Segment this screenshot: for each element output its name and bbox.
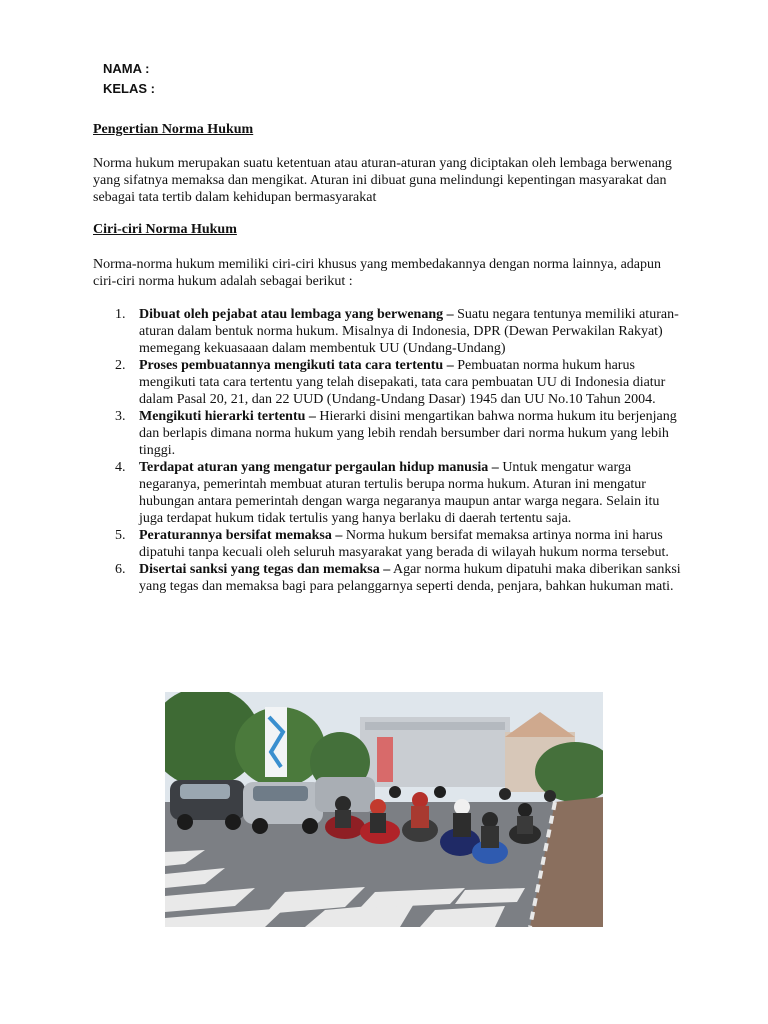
list-item-number: 5. — [115, 528, 126, 543]
list-item-heading: Terdapat aturan yang mengatur pergaulan hidup manusia – — [139, 460, 499, 475]
list-item-text: Pembuatan norma hukum harus mengikuti tata cara tertentu yang telah disepakati, tata cara pembuatan UU di Indonesia diatur dalam Pasal 20, 21, dan 22 UUD (Undang-Undang Dasar) 1945 dan UU No.10 Tahun 2004. — [139, 358, 666, 407]
section-title-pengertian: Pengertian Norma Hukum — [93, 122, 254, 137]
pengertian-paragraph: Norma hukum merupakan suatu ketentuan atau aturan-aturan yang diciptakan oleh lembaga berwenang yang sifatnya memaksa dan mengikat. Aturan ini dibuat guna melindungi kepentingan masyarakat dan sebagai tata tertib dalam kehidupan bermasyarakat — [93, 156, 672, 205]
list-item-number: 3. — [115, 409, 126, 424]
list-item-text: Suatu negara tentunya memiliki aturan-aturan dalam bentuk norma hukum. Misalnya di Indonesia, DPR (Dewan Perwakilan Rakyat) memegang kekuasaaan dalam membentuk UU (Undang-Undang) — [139, 307, 679, 356]
list-item-number: 6. — [115, 562, 126, 577]
list-item — [93, 357, 683, 408]
list-item-number: 1. — [115, 307, 126, 322]
list-item-text: Agar norma hukum dipatuhi maka diberikan sanksi yang tegas dan memaksa bagi para pelanggarnya seperti denda, penjara, bahkan hukuman mati. — [139, 562, 681, 594]
ciri-ciri-intro: Norma-norma hukum memiliki ciri-ciri khusus yang membedakannya dengan norma lainnya, adapun ciri-ciri norma hukum adalah sebagai berikut : — [93, 257, 662, 289]
list-item — [93, 527, 683, 561]
list-item-number: 4. — [115, 460, 126, 475]
list-item-heading: Mengikuti hierarki tertentu – — [139, 409, 316, 424]
traffic-photo — [165, 692, 603, 927]
list-item-heading: Disertai sanksi yang tegas dan memaksa – — [139, 562, 391, 577]
list-item-text: Norma hukum bersifat memaksa artinya norma ini harus dipatuhi tanpa kecuali oleh seluruh masyarakat yang berada di wilayah hukum norma tersebut. — [139, 528, 669, 560]
list-item-heading: Peraturannya bersifat memaksa – — [139, 528, 343, 543]
list-item — [93, 459, 683, 527]
traffic-photo-illustration — [165, 692, 603, 927]
ciri-ciri-list — [93, 306, 683, 595]
list-item — [93, 408, 683, 459]
nama-label: NAMA : — [103, 61, 150, 76]
kelas-label: KELAS : — [103, 81, 155, 96]
section-title-ciri-ciri: Ciri-ciri Norma Hukum — [93, 222, 237, 237]
list-item-heading: Dibuat oleh pejabat atau lembaga yang berwenang – — [139, 307, 454, 322]
list-item — [93, 561, 683, 595]
list-item-text: Hierarki disini mengartikan bahwa norma hukum itu berjenjang dan berlapis dimana norma hukum yang lebih rendah bersumber dari norma hukum yang lebih tinggi. — [139, 409, 677, 458]
list-item-number: 2. — [115, 358, 126, 373]
list-item-heading: Proses pembuatannya mengikuti tata cara tertentu – — [139, 358, 454, 373]
list-item-text: Untuk mengatur warga negaranya, pemerintah membuat aturan tertulis berupa norma hukum. Aturan ini mengatur hubungan antara pemerintah dengan warga negaranya maupun antar warga negara. Selain itu juga terdapat hukum tidak tertulis yang hanya berlaku di daerah tertentu saja. — [139, 460, 660, 526]
list-item — [93, 306, 683, 357]
